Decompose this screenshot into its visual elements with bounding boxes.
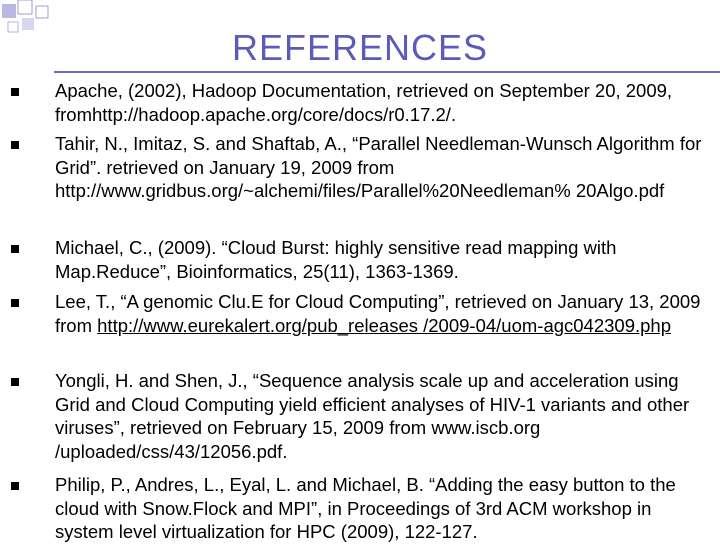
square-bullet-icon <box>11 141 19 149</box>
square-bullet-icon <box>11 299 19 307</box>
reference-text-before-link: Lee, T., “A genomic Clu.E for Cloud Computing”, retrieved on January 13, 2009 from <box>55 291 701 336</box>
square-bullet-icon <box>11 378 19 386</box>
reference-text: Apache, (2002), Hadoop Documentation, retrieved on September 20, 2009, fromhttp://hadoop.apache.org/core/docs/r0.17.2/. <box>55 80 673 125</box>
reference-text: Philip, P., Andres, L., Eyal, L. and Michael, B. “Adding the easy button to the cloud with Snow.Flock and MPI”, in Proceedings of 3rd ACM workshop in system level virtualization for HPC (2009), 122-127. <box>55 474 676 543</box>
square-bullet-icon <box>11 88 19 96</box>
slide-title: REFERENCES <box>231 27 489 68</box>
title-divider <box>54 71 720 73</box>
reference-link[interactable]: http://www.eurekalert.org/pub_releases /2009-04/uom-agc042309.php <box>97 314 672 336</box>
reference-text: Tahir, N., Imitaz, S. and Shaftab, A., “Parallel Needleman-Wunsch Algorithm for Grid”. retrieved on January 19, 2009 from http://www.gridbus.org/~alchemi/files/Parallel%20Needleman% 20Algo.pdf <box>55 133 702 202</box>
reference-text: Michael, C., (2009). “Cloud Burst: highly sensitive read mapping with Map.Reduce”, Bioinformatics, 25(11), 1363-1369. <box>55 237 617 282</box>
square-bullet-icon <box>11 482 19 490</box>
square-bullet-icon <box>11 245 19 253</box>
reference-text <box>55 290 705 337</box>
reference-text: Yongli, H. and Shen, J., “Sequence analysis scale up and acceleration using Grid and Cloud Computing yield efficient analyses of HIV-1 variants and other viruses”, retrieved on February 15, 2009 from www.iscb.org /uploaded/css/43/12056.pdf. <box>55 370 690 462</box>
